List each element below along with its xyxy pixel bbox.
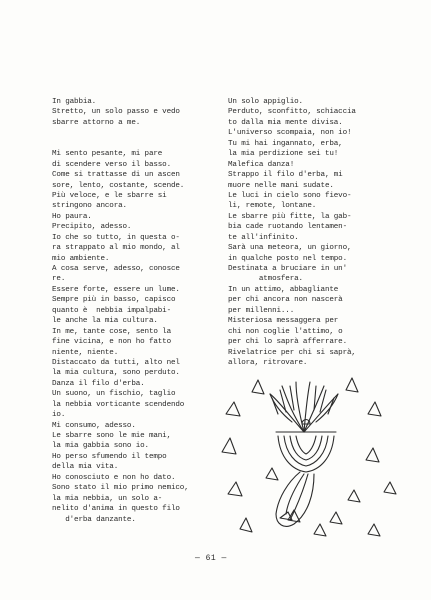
poem-line: Le sbarre sono le mie mani, <box>52 432 171 440</box>
poem-line: nelito d'anima in questo filo <box>52 505 180 514</box>
poem-line: In gabbia. <box>52 98 97 106</box>
poem-line: re. <box>52 275 66 284</box>
poem-line: Mi consumo, adesso. <box>52 421 136 430</box>
poem-line: Sarà una meteora, un giorno, <box>228 244 352 253</box>
poem-line: Le luci in cielo sono fievo- <box>228 191 352 200</box>
poem-line: della mia vita. <box>52 463 119 472</box>
poem-line: In me, tante cose, sento la <box>52 327 171 336</box>
poem-line: Mi sento pesante, mi pare <box>52 150 163 159</box>
poem-line: in qualche posto nel tempo. <box>228 254 347 263</box>
poem-line: Perduto, sconfitto, schiaccia <box>228 108 356 117</box>
lotus-illustration <box>218 374 398 544</box>
poem-line: bia cade ruotando lentamen- <box>228 223 347 232</box>
poem-line: la mia perdizione sei tu! <box>228 150 339 159</box>
poem-line: In un attimo, abbagliante <box>228 285 339 294</box>
page-number: — 61 — <box>195 554 227 563</box>
poem-line: per millenni... <box>228 306 295 315</box>
poem-line: Strappo il filo d'erba, mi <box>228 171 343 180</box>
poem-line: L'universo scompaia, non io! <box>228 129 352 138</box>
poem-line: la mia nebbia, un solo a- <box>52 494 163 503</box>
poem-line: Un solo appiglio. <box>228 98 303 106</box>
poem-line: sbarre attorno a me. <box>52 118 141 127</box>
poem-line: la mia cultura, sono perduto. <box>52 369 180 378</box>
poem-line: per chi lo saprà afferrare. <box>228 338 347 347</box>
poem-line: Ho paura. <box>52 212 92 221</box>
poem-line: Tu mi hai ingannato, erba, <box>228 139 343 148</box>
poem-line: io. <box>52 411 66 420</box>
poem-line: A cosa serve, adesso, conosce <box>52 265 180 273</box>
poem-line: la nebbia vorticante scendendo <box>52 400 185 409</box>
poem-left-column <box>52 97 230 525</box>
lotus-stem <box>276 472 314 526</box>
poem-line: Distaccato da tutti, alto nel <box>52 358 180 367</box>
poem-line: Essere forte, essere un lume. <box>52 285 180 294</box>
poem-line: li, remote, lontane. <box>228 202 317 211</box>
poem-line: quanto è nebbia impalpabi- <box>52 306 171 315</box>
triangle-decorations <box>222 378 396 536</box>
poem-line: Misteriosa messaggera per <box>228 317 339 326</box>
poem-line: niente, niente. <box>52 348 119 357</box>
poem-line: per chi ancora non nascerà <box>228 296 343 305</box>
poem-line: di scendere verso il basso. <box>52 160 171 169</box>
poem-line: fine vicina, e non ho fatto <box>52 338 171 347</box>
poem-line: muore nelle mani sudate. <box>228 181 334 190</box>
poem-line: allora, ritrovare. <box>228 358 308 367</box>
poem-line: Come si trattasse di un ascen <box>52 171 180 180</box>
poem-line: to dalla mia mente divisa. <box>228 118 343 127</box>
poem-line: Un suono, un fischio, taglio <box>52 390 176 399</box>
poem-line <box>52 139 230 149</box>
poem-line <box>52 128 230 138</box>
poem-line: Destinata a bruciare in un' <box>228 265 347 273</box>
poem-line: Più veloce, e le sbarre si <box>52 191 167 200</box>
poem-line: Sempre più in basso, capisco <box>52 296 176 305</box>
poem-line: sore, lento, costante, scende. <box>52 181 185 190</box>
poem-line: la mia gabbia sono io. <box>52 442 149 451</box>
poem-line: Sono stato il mio primo nemico, <box>52 484 189 493</box>
poem-line: ra strappato al mio mondo, al <box>52 244 180 253</box>
poem-line: Malefica danza! <box>228 160 295 169</box>
poem-line: Ho conosciuto e non ho dato. <box>52 473 176 482</box>
poem-line: Precipito, adesso. <box>52 223 132 232</box>
poem-line: mio ambiente. <box>52 254 110 263</box>
poem-right-column <box>228 97 408 368</box>
poem-line: d'erba danzante. <box>52 515 136 524</box>
poem-line: te all'infinito. <box>228 233 299 242</box>
poem-line: stringono ancora. <box>52 202 127 211</box>
poem-line: atmosfera. <box>228 275 303 284</box>
poem-line: Danza il filo d'erba. <box>52 379 145 388</box>
poem-line: Rivelatrice per chi si saprà, <box>228 348 356 357</box>
poem-line: Io che so tutto, in questa o- <box>52 233 180 242</box>
poem-line: Le sbarre più fitte, la gab- <box>228 212 352 221</box>
poem-line: chi non coglie l'attimo, o <box>228 327 343 336</box>
poem-line: le anche la mia cultura. <box>52 317 158 326</box>
poem-line: Ho perso sfumendo il tempo <box>52 452 167 461</box>
poem-line: Stretto, un solo passo e vedo <box>52 108 180 117</box>
